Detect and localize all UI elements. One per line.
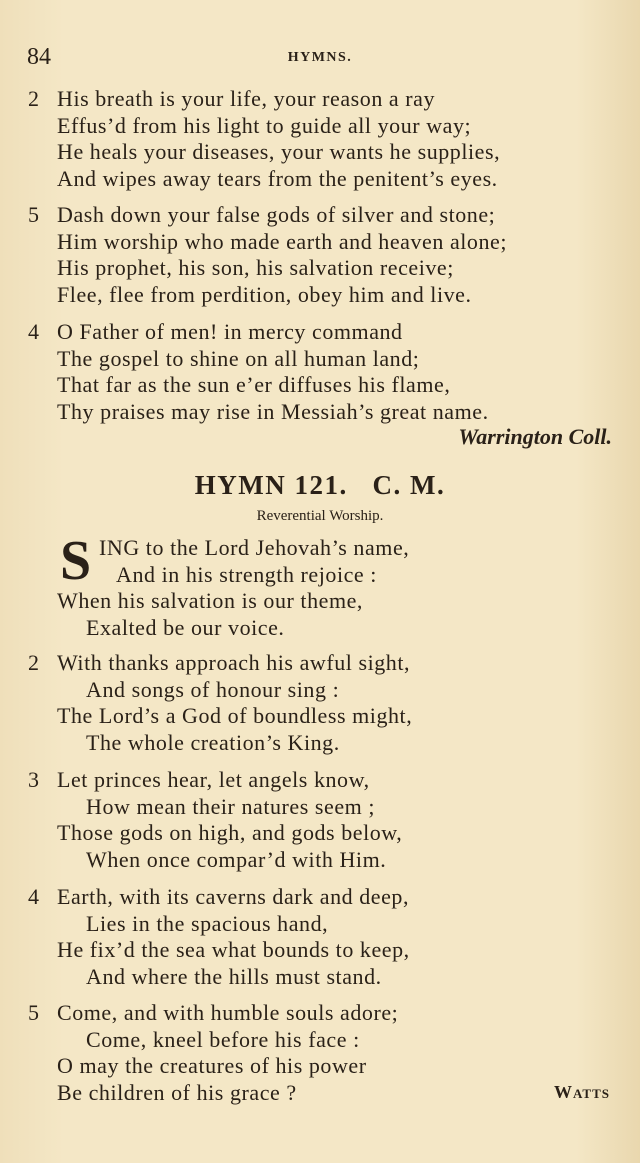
verse-line: ING to the Lord Jehovah’s name, xyxy=(99,535,410,560)
verse-line: And wipes away tears from the penitent’s eyes. xyxy=(57,165,498,191)
verse-line: Earth, with its caverns dark and deep, xyxy=(57,884,410,909)
verse-line: His breath is your life, your reason a ray xyxy=(57,86,436,111)
verse-line: Let princes hear, let angels know, xyxy=(57,767,370,792)
verse-line: How mean their natures seem ; xyxy=(86,793,376,819)
verse-line: Lies in the spacious hand, xyxy=(86,910,329,936)
verse-line: Be children of his grace ? xyxy=(57,1079,297,1105)
stanza xyxy=(28,319,628,425)
verse-line: Dash down your false gods of silver and stone; xyxy=(57,202,496,227)
verse-line: He heals your diseases, your wants he supplies, xyxy=(57,139,501,164)
verse-line: That far as the sun e’er diffuses his flame, xyxy=(57,372,451,397)
verse-line: He fix’d the sea what bounds to keep, xyxy=(57,937,410,962)
verse-line: O Father of men! in mercy command xyxy=(57,319,403,344)
page-number: 84 xyxy=(27,44,51,70)
verse-line: Him worship who made earth and heaven alone; xyxy=(57,228,508,254)
running-title: HYMNS. xyxy=(287,50,353,65)
hymn-title: HYMN 121. C. M. xyxy=(194,470,446,500)
verse-line: Effus’d from his light to guide all your way; xyxy=(57,112,472,138)
verse-line: And in his strength rejoice : xyxy=(116,561,377,587)
stanza-number: 2 xyxy=(28,86,40,111)
stanza xyxy=(28,1000,628,1106)
hymn-subtitle: Reverential Worship. xyxy=(256,508,384,524)
drop-cap: S xyxy=(60,530,92,592)
stanza-number: 2 xyxy=(28,650,40,675)
stanza xyxy=(28,884,628,990)
verse-line: O may the creatures of his power xyxy=(57,1053,367,1078)
verse-line: And where the hills must stand. xyxy=(86,963,382,989)
stanza-number: 4 xyxy=(28,319,40,344)
stanza xyxy=(28,530,628,641)
verse-line: The gospel to shine on all human land; xyxy=(57,345,420,371)
verse-line: And songs of honour sing : xyxy=(86,676,340,702)
verse-line: Exalted be our voice. xyxy=(86,614,285,640)
verse-line: The Lord’s a God of boundless might, xyxy=(57,703,413,728)
verse-line: Come, and with humble souls adore; xyxy=(57,1000,399,1025)
verse-line: His prophet, his son, his salvation receive; xyxy=(57,255,454,280)
verse-line: When his salvation is our theme, xyxy=(57,588,363,613)
attribution: Watts xyxy=(554,1082,610,1102)
verse-line: The whole creation’s King. xyxy=(86,729,340,755)
stanza-number: 5 xyxy=(28,1000,40,1025)
stanza xyxy=(28,767,628,873)
verse-line: With thanks approach his awful sight, xyxy=(57,650,411,675)
verse-line: Flee, flee from perdition, obey him and live. xyxy=(57,281,472,307)
attribution: Warrington Coll. xyxy=(458,424,612,449)
stanza-number: 3 xyxy=(28,767,40,792)
stanza xyxy=(28,86,628,192)
stanza-number: 5 xyxy=(28,202,40,227)
stanza-number: 4 xyxy=(28,884,40,909)
stanza xyxy=(28,650,628,756)
verse-line: When once compar’d with Him. xyxy=(86,846,387,872)
stanza xyxy=(28,202,628,308)
verse-line: Those gods on high, and gods below, xyxy=(57,820,403,845)
verse-line: Thy praises may rise in Messiah’s great name. xyxy=(57,398,489,424)
verse-line: Come, kneel before his face : xyxy=(86,1026,360,1052)
